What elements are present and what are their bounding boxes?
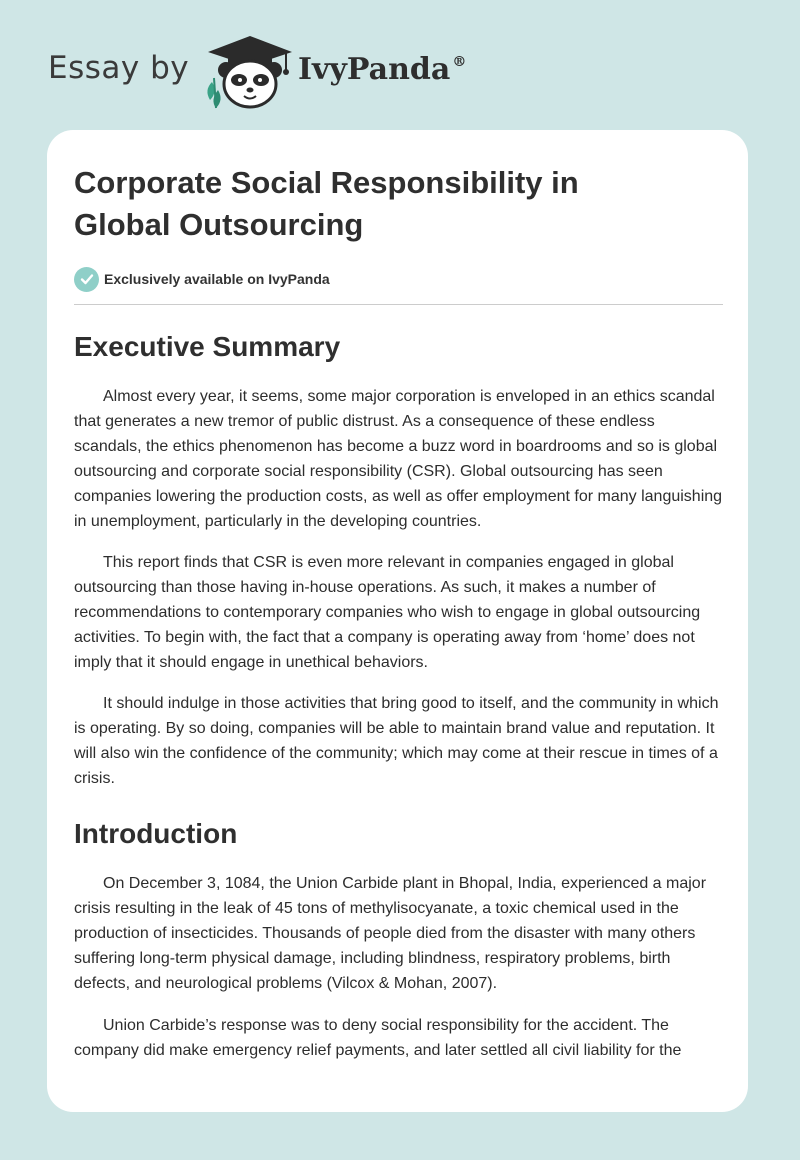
paragraph: Union Carbide’s response was to deny social responsibility for the accident. The company did make emergency relief payments, and later settled all civil liability for the — [74, 1017, 682, 1059]
brand-text: IvyPanda — [298, 52, 451, 87]
paragraph: This report finds that CSR is even more relevant in companies engaged in global outsourcing than those having in-house operations. As such, it makes a number of recommendations to contemporary companies who wish to engage in global outsourcing activities. To begin with, the fact that a company is operating away from ‘home’ does not imply that it should engage in unethical behaviors. — [74, 554, 701, 671]
essay-content — [74, 162, 724, 1063]
paragraph: It should indulge in those activities that bring good to itself, and the community in which is operating. By so doing, companies will be able to maintain brand value and reputation. It will also win the confidence of the community; which may come at their rescue in times of a crisis. — [74, 695, 719, 787]
site-header — [48, 30, 748, 110]
essay-by-label: Essay by — [48, 50, 190, 86]
exclusive-text: Exclusively available on IvyPanda — [104, 271, 330, 287]
divider — [74, 304, 723, 305]
title-line-2: Global Outsourcing — [74, 207, 364, 242]
exclusive-badge — [74, 266, 724, 292]
check-circle-icon — [74, 267, 99, 292]
page-title — [74, 162, 724, 246]
section-introduction — [74, 817, 724, 1063]
paragraph: On December 3, 1084, the Union Carbide plant in Bhopal, India, experienced a major crisis resulting in the leak of 45 tons of methylisocyanate, a toxic chemical used in the production of insecticides. Thousands of people died from the disaster with many others suffering long-term physical damage, including blindness, respiratory problems, birth defects, and neurological problems (Vilcox & Mohan, 2007). — [74, 875, 707, 992]
registered-mark: ® — [452, 54, 467, 70]
essay-card — [47, 130, 748, 1112]
paragraph: Almost every year, it seems, some major corporation is enveloped in an ethics scandal that generates a new tremor of public distrust. As a consequence of these endless scandals, the ethics phenomenon has become a buzz word in boardrooms and so is global outsourcing and corporate social responsibility (CSR). Global outsourcing has seen companies lowering the production costs, as well as offer employment for many languishing in unemployment, particularly in the developing countries. — [74, 388, 723, 530]
section-heading: Executive Summary — [74, 331, 341, 362]
brand-name[interactable] — [298, 52, 466, 87]
title-line-1: Corporate Social Responsibility in — [74, 165, 579, 200]
section-heading: Introduction — [74, 818, 238, 849]
section-executive-summary — [74, 330, 724, 791]
panda-logo-icon[interactable] — [200, 30, 300, 110]
